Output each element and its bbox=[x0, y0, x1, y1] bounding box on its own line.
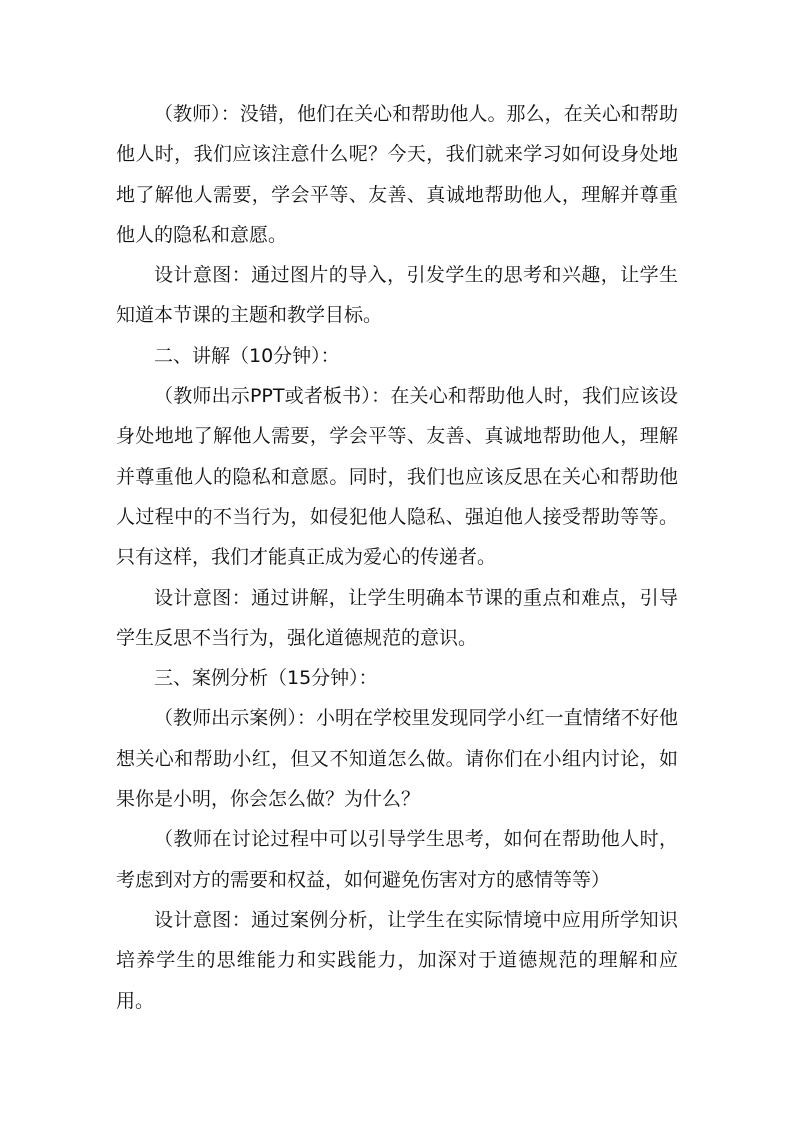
paragraph-case: （教师出示案例）：小明在学校里发现同学小红一直情绪不好他想关心和帮助小红，但又不知道怎么做。请你们在小组内讨论，如果你是小明，你会怎么做？为什么？ bbox=[116, 707, 678, 811]
paragraph-design-intent-1: 设计意图：通过图片的导入，引发学生的思考和兴趣，让学生知道本节课的主题和教学目标。 bbox=[116, 264, 678, 327]
paragraph-teacher-ppt: （教师出示PPT或者板书）：在关心和帮助他人时，我们应该设身处地地了解他人需要，学会平等、友善、真诚地帮助他人，理解并尊重他人的隐私和意愿。同时，我们也应该反思在关心和帮助他人过程中的不当行为，如侵犯他人隐私、强迫他人接受帮助等等。只有这样，我们才能真正成为爱心的传递者。 bbox=[116, 385, 678, 569]
paragraph-design-intent-2: 设计意图：通过讲解，让学生明确本节课的重点和难点，引导学生反思不当行为，强化道德规范的意识。 bbox=[116, 586, 678, 649]
section-heading-explanation: 二、讲解（10分钟）： bbox=[154, 344, 340, 367]
paragraph-design-intent-3: 设计意图：通过案例分析，让学生在实际情境中应用所学知识培养学生的思维能力和实践能力，加深对于道德规范的理解和应用。 bbox=[116, 908, 678, 1012]
section-heading-case-analysis: 三、案例分析（15分钟）： bbox=[154, 667, 378, 690]
paragraph-teacher-guidance: （教师在讨论过程中可以引导学生思考，如何在帮助他人时，考虑到对方的需要和权益，如何避免伤害对方的感情等等） bbox=[116, 828, 678, 891]
document-body bbox=[116, 94, 678, 1021]
paragraph-teacher-intro: （教师）：没错，他们在关心和帮助他人。那么，在关心和帮助他人时，我们应该注意什么呢？今天，我们就来学习如何设身处地地了解他人需要，学会平等、友善、真诚地帮助他人，理解并尊重他人的隐私和意愿。 bbox=[116, 103, 678, 246]
